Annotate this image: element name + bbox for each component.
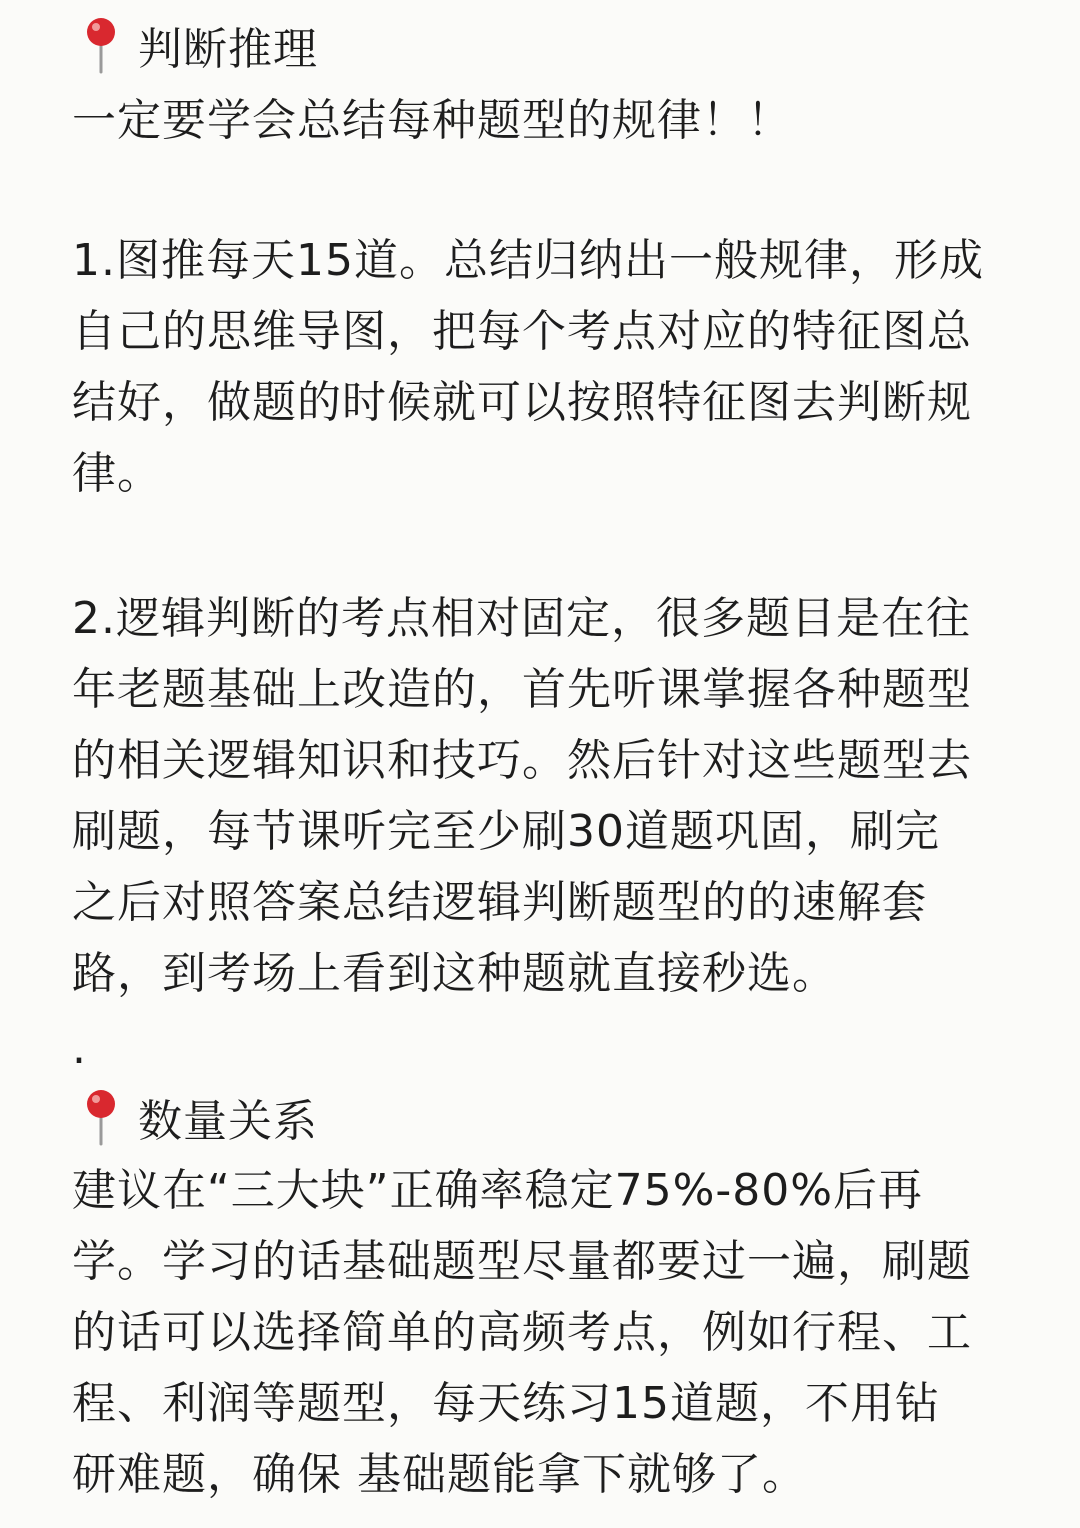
section-title: 数量关系 bbox=[138, 1096, 318, 1147]
paragraph-quantity-advice: 建议在“三大块”正确率稳定75%-80%后再 学。学习的话基础题型尽量都要过一遍，刷题 的话可以选择简单的高频考点，例如行程、工 程、利润等题型，每天练习15道题，不用钻 研难题，确保 基础题能拿下就够了。 bbox=[72, 1165, 972, 1500]
pushpin-icon bbox=[80, 15, 124, 75]
section-heading-reasoning bbox=[80, 15, 318, 75]
section-title: 判断推理 bbox=[138, 24, 318, 75]
paragraph-figure-reasoning: 1.图推每天15道。总结归纳出一般规律，形成 自己的思维导图，把每个考点对应的特征图总 结好，做题的时候就可以按照特征图去判断规 律。 bbox=[72, 235, 984, 499]
pushpin-icon bbox=[80, 1087, 124, 1147]
section-intro: 一定要学会总结每种题型的规律！！ bbox=[72, 95, 792, 146]
paragraph-logic-judgement: 2.逻辑判断的考点相对固定，很多题目是在往 年老题基础上改造的，首先听课掌握各种题型 的相关逻辑知识和技巧。然后针对这些题型去 刷题，每节课听完至少刷30道题巩固，刷完 之后对照答案总结逻辑判断题型的的速解套 路，到考场上看到这种题就直接秒选。 bbox=[72, 593, 972, 999]
section-heading-quantity bbox=[80, 1087, 318, 1147]
separator-dot: . bbox=[72, 1023, 87, 1074]
